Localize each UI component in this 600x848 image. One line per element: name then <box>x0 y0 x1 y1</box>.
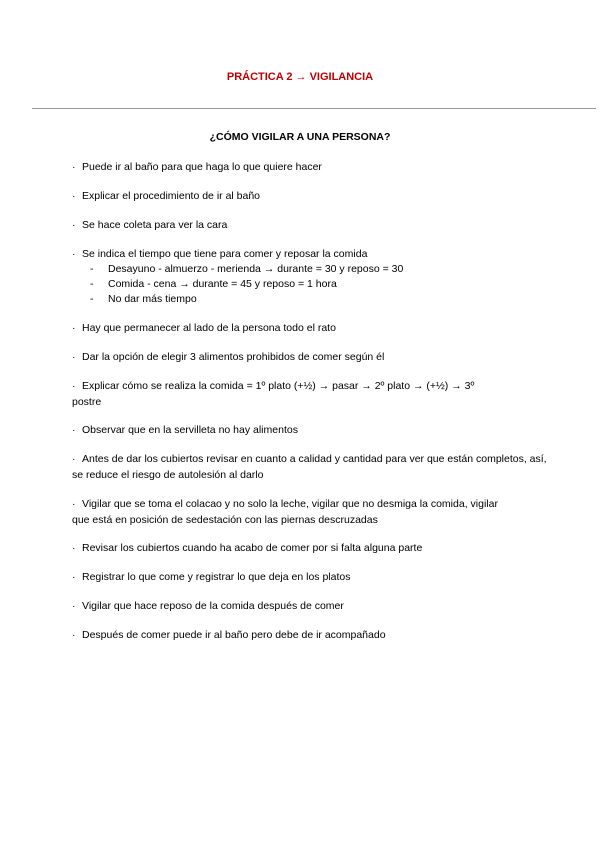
sub-list-item <box>90 262 403 277</box>
bullet-icon: · <box>72 190 76 202</box>
list-item-continuation: que está en posición de sedestación con las piernas descruzadas <box>72 514 378 526</box>
bullet-icon: · <box>72 498 76 510</box>
sub-list-item-text: Desayuno - almuerzo - merienda → durante = 30 y reposo = 30 <box>108 263 404 275</box>
list-item-text: Vigilar que hace reposo de la comida después de comer <box>82 600 344 612</box>
bullet-icon: · <box>72 248 76 260</box>
list-item <box>72 347 592 367</box>
list-item-text: Explicar cómo se realiza la comida = 1º plato (+½) → pasar → 2º plato → (+½) → 3º <box>82 380 475 392</box>
bullet-icon: · <box>72 629 76 641</box>
page-title: PRÁCTICA 2 → VIGILANCIA <box>226 71 374 83</box>
list-item-text: Explicar el procedimiento de ir al baño <box>82 190 261 202</box>
list-item-text: Hay que permanecer al lado de la persona todo el rato <box>82 322 336 334</box>
list-item <box>72 625 592 645</box>
list-item-text: Registrar lo que come y registrar lo que deja en los platos <box>82 571 351 583</box>
bullet-icon: · <box>72 453 76 465</box>
sub-list-item-text: Comida - cena → durante = 45 y reposo = 1 hora <box>108 278 337 290</box>
list-item-text: Observar que en la servilleta no hay alimentos <box>82 424 298 436</box>
bullet-icon: · <box>72 322 76 334</box>
list-item <box>72 567 592 587</box>
bullet-icon: · <box>72 571 76 583</box>
list-item-continuation: postre <box>72 396 102 408</box>
bullet-icon: · <box>72 424 76 436</box>
bullet-icon: · <box>72 380 76 392</box>
sub-list-item-text: No dar más tiempo <box>108 293 197 305</box>
list-item-text: Vigilar que se toma el colacao y no solo la leche, vigilar que no desmiga la comida, vigilar <box>82 498 498 510</box>
bullet-icon: · <box>72 161 76 173</box>
bullet-icon: · <box>72 351 76 363</box>
header-divider <box>32 108 596 109</box>
list-item <box>72 244 592 264</box>
bullet-icon: · <box>72 542 76 554</box>
list-item-text: Se indica el tiempo que tiene para comer y reposar la comida <box>82 248 368 260</box>
list-item-text: Después de comer puede ir al baño pero debe de ir acompañado <box>82 629 386 641</box>
list-item <box>72 157 592 177</box>
list-item-text: Se hace coleta para ver la cara <box>82 219 228 231</box>
section-heading: ¿CÓMO VIGILAR A UNA PERSONA? <box>209 131 391 143</box>
dash-icon: - <box>90 278 94 290</box>
list-item-text: Puede ir al baño para que haga lo que quiere hacer <box>82 161 322 173</box>
list-item-text: Revisar los cubiertos cuando ha acabo de comer por si falta alguna parte <box>82 542 423 554</box>
list-item-continuation: se reduce el riesgo de autolesión al darlo <box>72 469 264 481</box>
bullet-icon: · <box>72 219 76 231</box>
dash-icon: - <box>90 263 94 275</box>
dash-icon: - <box>90 293 94 305</box>
list-item-text: Dar la opción de elegir 3 alimentos prohibidos de comer según él <box>82 351 385 363</box>
list-item <box>72 420 592 440</box>
sub-list-item <box>90 277 337 292</box>
list-item <box>72 538 592 558</box>
list-item <box>72 318 592 338</box>
sub-list-item <box>90 292 197 307</box>
list-item <box>72 186 592 206</box>
list-item <box>72 596 592 616</box>
list-item-text: Antes de dar los cubiertos revisar en cuanto a calidad y cantidad para ver que están completos, así, <box>82 453 547 465</box>
bullet-icon: · <box>72 600 76 612</box>
list-item <box>72 215 592 235</box>
